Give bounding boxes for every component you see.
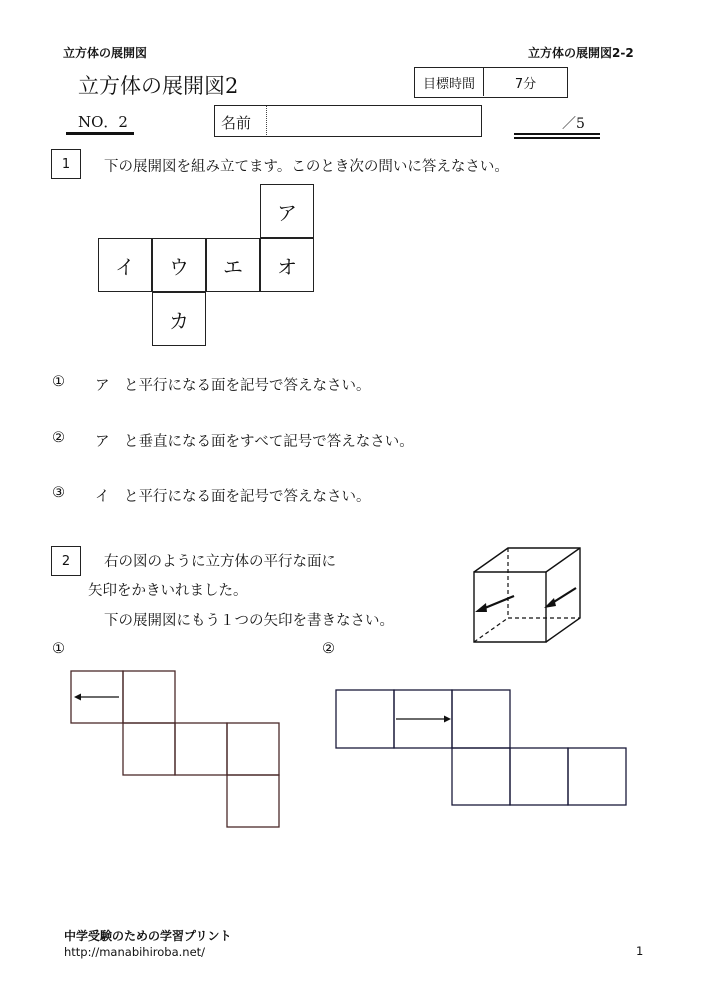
- face-u: ウ: [152, 238, 206, 292]
- q1-number: 1: [51, 149, 81, 179]
- score-line-1: [514, 133, 600, 135]
- q1-prompt: 下の展開図を組み立てます。このとき次の問いに答えなさい。: [104, 159, 509, 175]
- name-label: 名前: [221, 114, 252, 132]
- q1-item-3-text: イ と平行になる面を記号で答えなさい。: [95, 489, 371, 505]
- header-subject: 立方体の展開図: [63, 46, 148, 60]
- q1-item-1-marker: ①: [52, 374, 65, 390]
- sheet-number: NO．2: [78, 113, 128, 131]
- q2-line-2: 矢印をかきいれました。: [88, 583, 248, 599]
- q2-line-1: 右の図のように立方体の平行な面に: [104, 554, 336, 570]
- face-o: オ: [260, 238, 314, 292]
- footer-title: 中学受験のための学習プリント: [64, 929, 232, 943]
- score: ／5: [562, 116, 585, 132]
- name-divider: [266, 106, 267, 135]
- q2-number: 2: [51, 546, 81, 576]
- face-e: エ: [206, 238, 260, 292]
- footer-url[interactable]: http://manabihiroba.net/: [64, 945, 206, 959]
- target-time-value: 7分: [514, 76, 537, 92]
- header-sheet-id: 立方体の展開図2-2: [528, 46, 634, 60]
- face-i: イ: [98, 238, 152, 292]
- q1-item-2-text: ア と垂直になる面をすべて記号で答えなさい。: [95, 434, 414, 450]
- q2-line-3: 下の展開図にもう１つの矢印を書きなさい。: [104, 613, 394, 629]
- page-number: 1: [636, 944, 644, 958]
- name-input[interactable]: [269, 106, 479, 135]
- name-box: [214, 105, 482, 137]
- q2-net-2: [334, 688, 628, 808]
- q1-item-1-text: ア と平行になる面を記号で答えなさい。: [95, 378, 371, 394]
- q1-item-3-marker: ③: [52, 485, 65, 501]
- q1-item-2-marker: ②: [52, 430, 65, 446]
- target-time-box: [414, 67, 568, 98]
- q2-net-1: [70, 670, 282, 830]
- face-a: ア: [260, 184, 314, 238]
- target-time-label: 目標時間: [415, 68, 484, 96]
- cube-illustration: [466, 542, 592, 648]
- page-title: 立方体の展開図2: [78, 74, 239, 98]
- q2-sub-2-marker: ②: [322, 641, 335, 657]
- score-line-2: [514, 137, 600, 139]
- number-underline: [66, 132, 134, 135]
- q2-sub-1-marker: ①: [52, 641, 65, 657]
- face-ka: カ: [152, 292, 206, 346]
